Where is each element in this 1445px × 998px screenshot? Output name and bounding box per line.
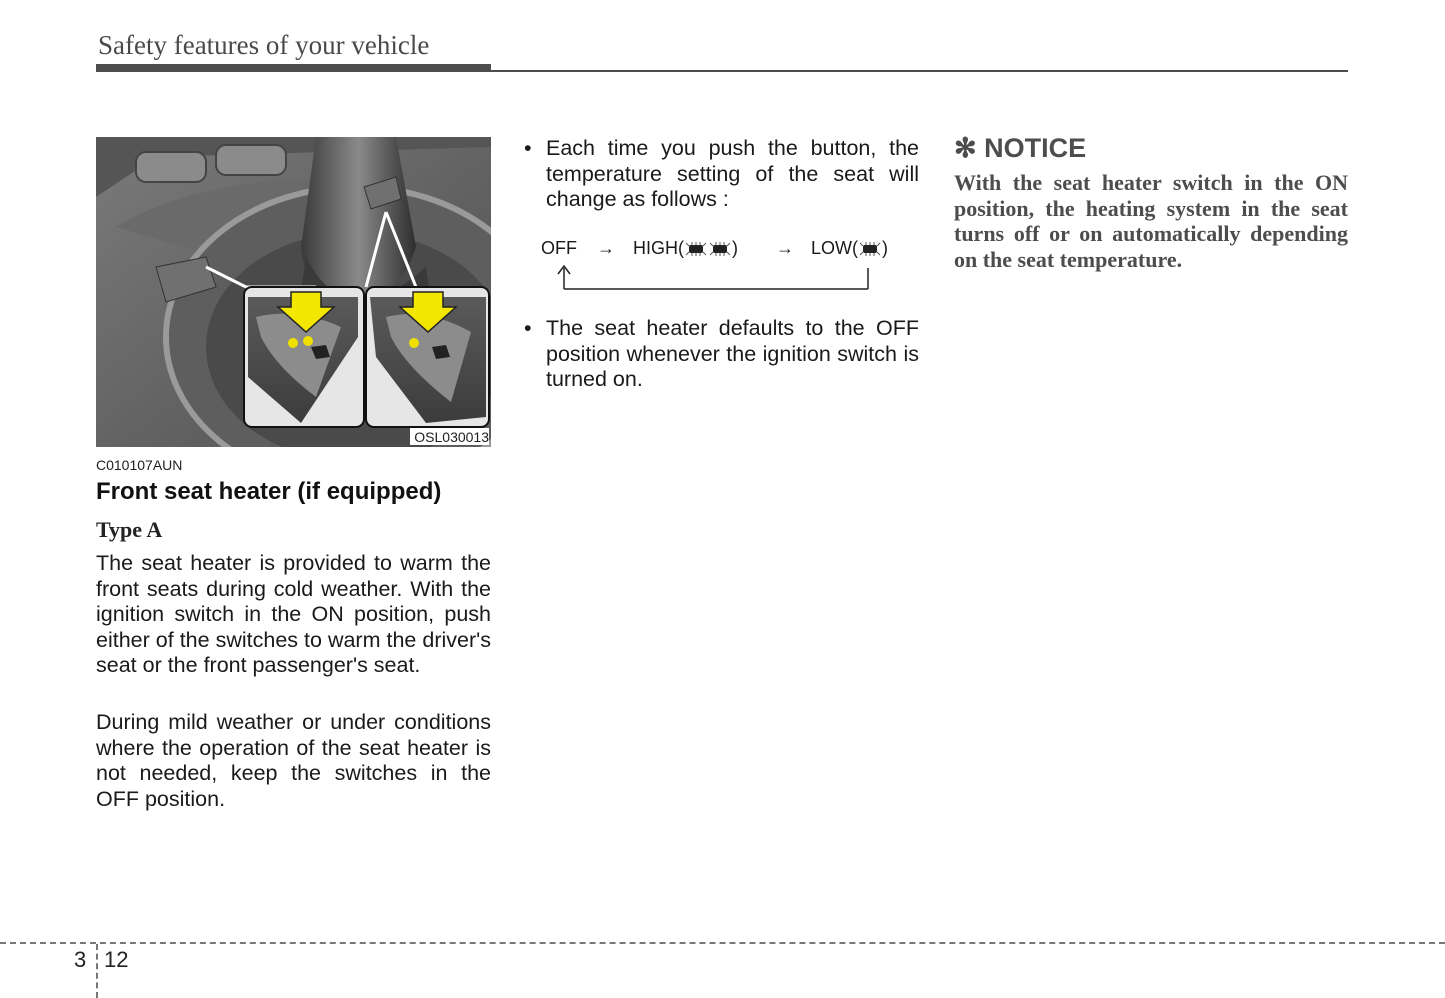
paragraph-mild-weather: During mild weather or under conditions where the operation of the seat heater is not needed, keep the switches in the OFF position. [96,710,491,811]
header-rule-thick [96,64,491,72]
figure-code: OSL030013 [410,428,489,445]
page-number: 12 [104,947,129,972]
bullet-symbol: • [524,316,532,340]
section-title: Front seat heater (if equipped) [96,478,442,505]
seat-heater-switch-illustration [96,137,491,447]
notice-title: NOTICE [984,133,1087,163]
flow-return-arrow [540,232,920,294]
bullet-text: The seat heater defaults to the OFF position whenever the ignition switch is turned on. [546,316,919,391]
section-reference-code: C010107AUN [96,457,183,473]
console-drawing [96,137,491,447]
notice-asterisk-icon: ✻ [954,133,977,163]
page-chapter-number: 3 [74,947,87,972]
header-rule-thin [491,70,1348,72]
footer-rule [0,942,1445,944]
flow-arrow: → [597,238,615,258]
flow-high-close: ) [732,238,738,258]
type-label: Type A [96,517,163,542]
bullet-text: Each time you push the button, the temperature setting of the seat will change as follows : [546,136,919,211]
flow-low-close: ) [882,238,888,258]
notice-body: With the seat heater switch in the ON position, the heating system in the seat turns off or on automatically depending on the seat temperature. [954,170,1348,272]
flow-off-label: OFF [541,238,577,258]
flow-high-open: HIGH( [633,238,684,258]
paragraph-seat-heater-purpose: The seat heater is provided to warm the front seats during cold weather. With the ignition switch in the ON position, push either of the switches to warm the driver's seat or the front passenger's seat. [96,551,491,677]
header-title: Safety features of your vehicle [98,30,430,60]
footer-divider [96,944,98,998]
flow-arrow: → [776,238,794,258]
bullet-symbol: • [524,136,532,160]
temperature-setting-flow-diagram [540,232,920,294]
notice-heading [954,133,1086,164]
flow-low-open: LOW( [811,238,858,258]
